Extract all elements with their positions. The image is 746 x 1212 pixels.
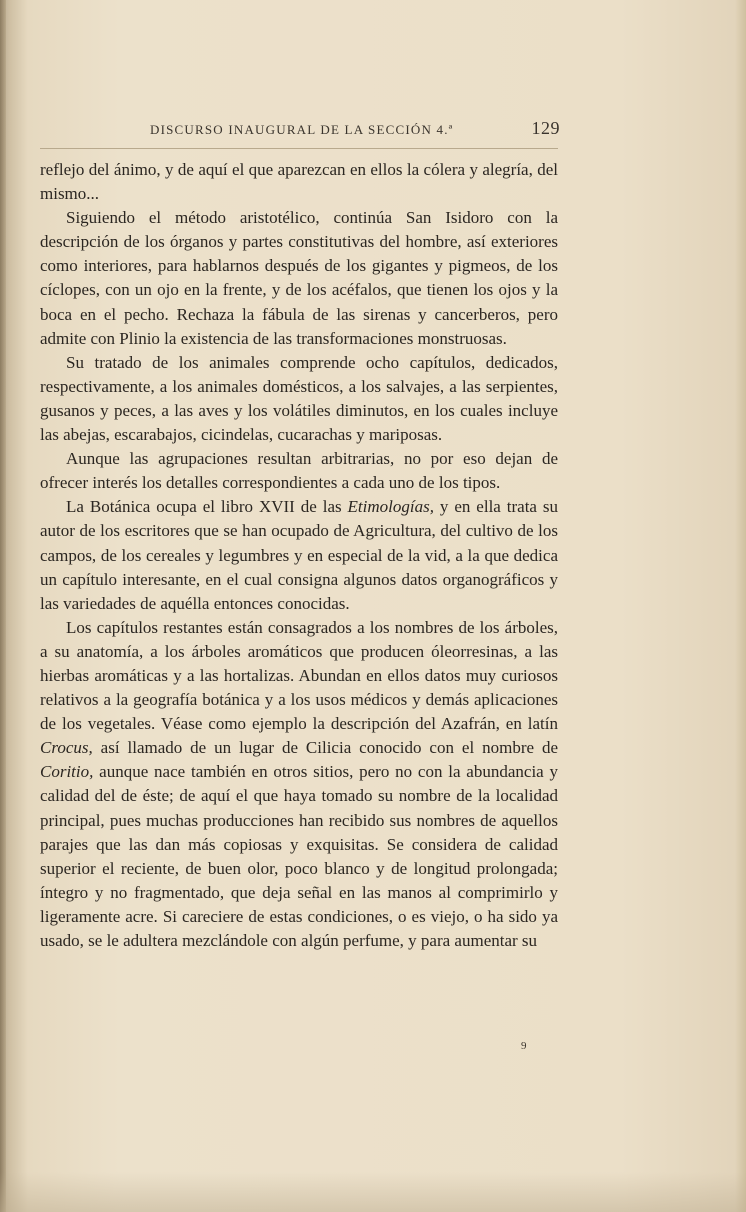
paragraph-anatomy: Siguiendo el método aristotélico, continúa San Isidoro con la descripción de los órganos y partes constitutivas del hombre, así exteriores como interiores, para hablarnos después de los gigantes y pigmeos, de los cíclopes, con un ojo en la frente, y de los acéfalos, que tienen los ojos y la boca en el pecho. Rechaza la fábula de las sirenas y cancerberos, pero admite con Plinio la existencia de las transformaciones monstruosas. bbox=[40, 208, 558, 348]
signature-mark: 9 bbox=[521, 1040, 527, 1052]
body-text bbox=[40, 158, 558, 953]
page-bottom-shade bbox=[0, 1172, 746, 1212]
paragraph-animals: Su tratado de los animales comprende ocho capítulos, dedicados, respectivamente, a los animales domésticos, a los salvajes, a las serpientes, gusanos y peces, a las aves y los volátiles diminutos, en los cuales incluye las abejas, escarabajos, cicindelas, cucarachas y mariposas. bbox=[40, 352, 558, 445]
botany-text-after: y en ella trata su autor de los escritores que se han ocupado de Agricultura, del cultivo de los campos, de los cereales y legumbres y en especial de la vid, a la que dedica un capítulo interesante, en el cual consigna algunos datos organográficos y las variedades de aquélla entonces conocidas. bbox=[40, 497, 558, 613]
paragraph-saffron bbox=[40, 616, 558, 953]
saffron-text-1: Los capítulos restantes están consagrados a los nombres de los árboles, a su anatomía, a los árboles aromáticos que producen óleorresinas, a las hierbas aromáticas y a las hortalizas. Abundan en ellos datos muy curiosos relativos a la geografía botánica y a los usos médicos y demás aplicaciones de los vegetales. Véase como ejemplo la descripción del Azafrán, en latín bbox=[40, 617, 558, 734]
running-header bbox=[150, 118, 560, 142]
paragraph-groupings: Aunque las agrupaciones resultan arbitrarias, no por eso dejan de ofrecer interés los detalles correspondientes a cada uno de los tipos. bbox=[40, 449, 558, 493]
saffron-italic-coritio: Coritio, bbox=[40, 762, 94, 782]
saffron-text-2: así llamado de un lugar de Cilicia conocido con el nombre de bbox=[92, 738, 558, 758]
paragraph-botany bbox=[40, 495, 558, 615]
running-title: DISCURSO INAUGURAL DE LA SECCIÓN 4.ª bbox=[150, 122, 454, 137]
saffron-italic-crocus: Crocus, bbox=[40, 738, 93, 758]
header-rule bbox=[40, 148, 558, 149]
page-number: 129 bbox=[531, 118, 560, 138]
paragraph-continuation: reflejo del ánimo, y de aquí el que aparezcan en ellos la cólera y alegría, del mismo... bbox=[40, 160, 558, 204]
saffron-text-3: aunque nace también en otros sitios, pero no con la abundancia y calidad del de éste; de aquí el que haya tomado su nombre de la localidad principal, pues muchas producciones han recibido sus nombres de aquellos parajes que las dan más copiosas y exquisitas. Se considera de calidad superior el reciente, de buen olor, poco blanco y de longitud prolongada; íntegro y no fragmentado, que deja señal en las manos al comprimirlo y ligeramente acre. Si careciere de estas condiciones, o es viejo, o ha sido ya usado, se le adultera mezclándole con algún perfume, y para aumentar su bbox=[40, 762, 558, 950]
binding-edge bbox=[0, 0, 6, 1212]
botany-italic-title: Etimologías, bbox=[347, 497, 434, 517]
botany-text-before: La Botánica ocupa el libro XVII de las bbox=[66, 497, 348, 517]
